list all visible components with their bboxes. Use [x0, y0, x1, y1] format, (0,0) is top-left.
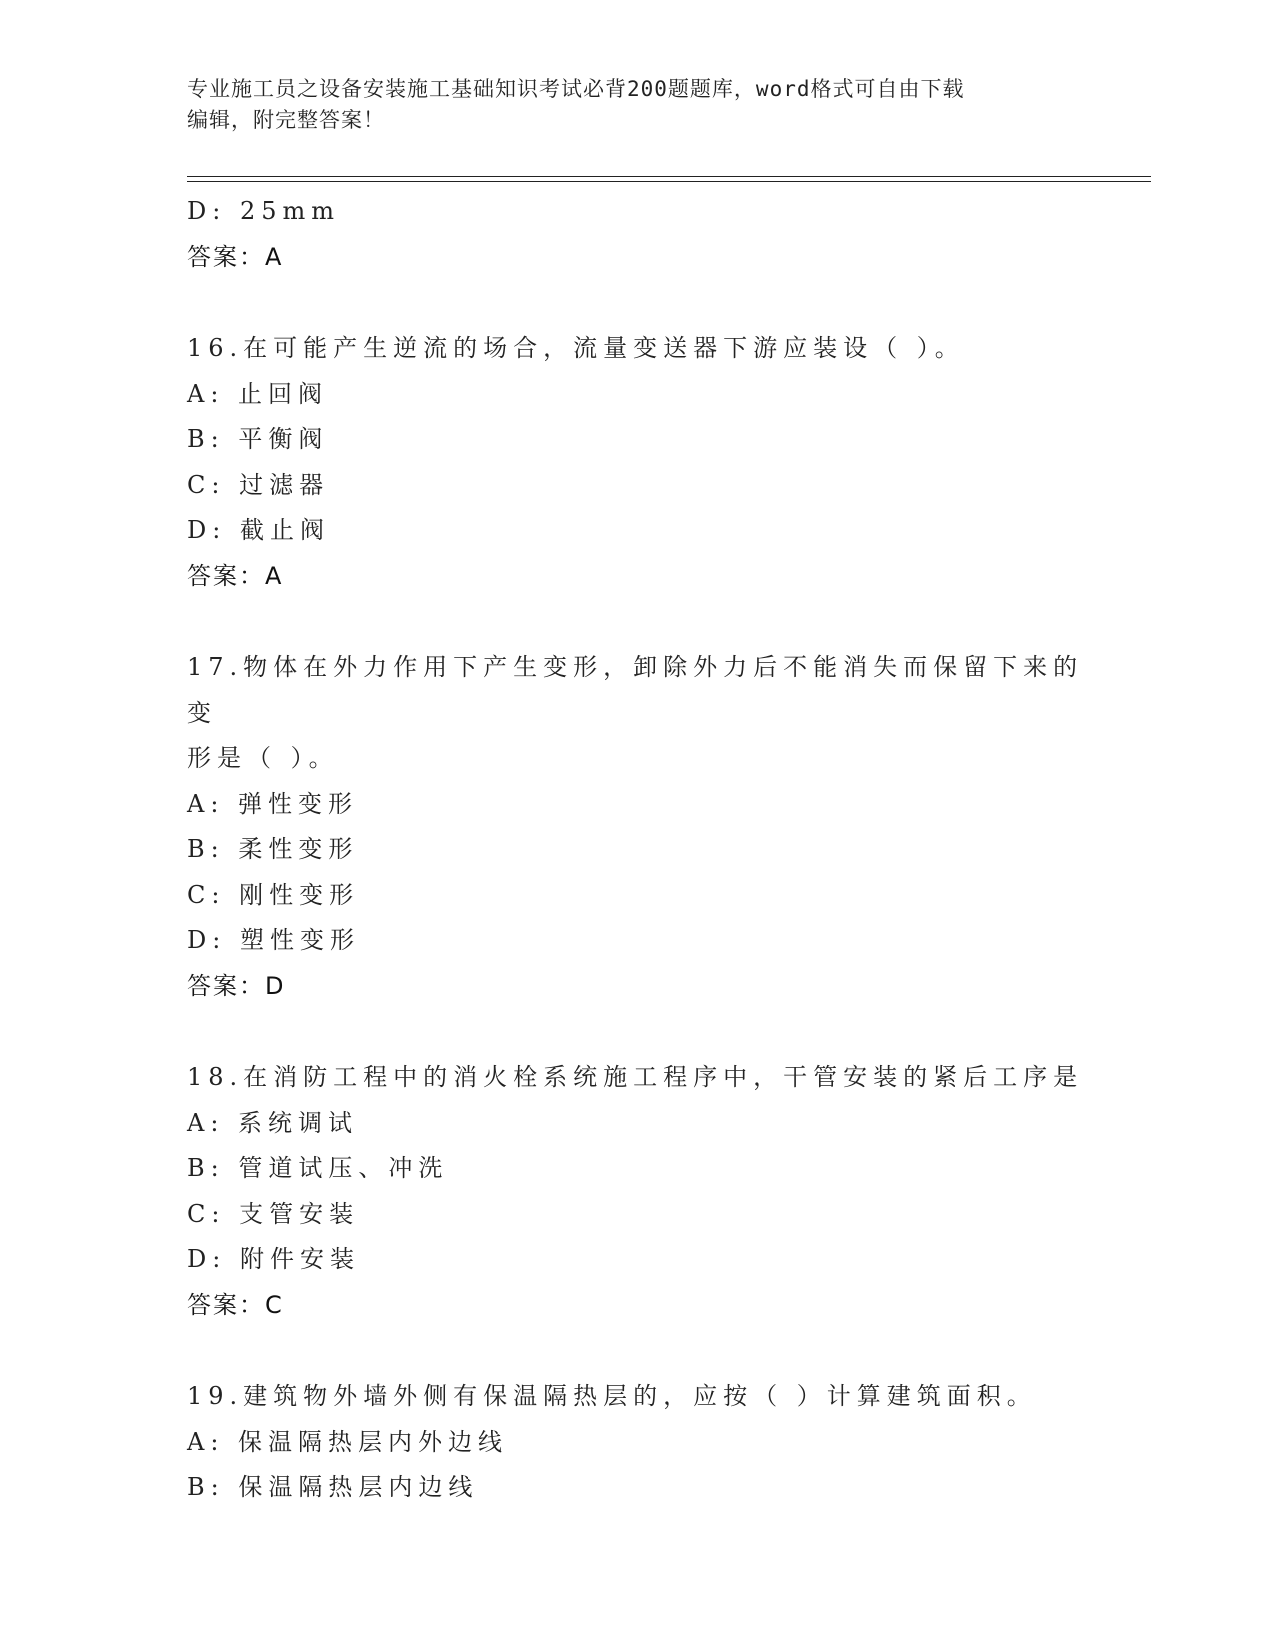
option-d: D: 截止阀 — [187, 516, 330, 544]
question-stem: 18.在消防工程中的消火栓系统施工程序中，干管安装的紧后工序是 — [187, 1063, 1084, 1091]
question-stem-line-1: 17.物体在外力作用下产生变形，卸除外力后不能消失而保留下来的变 — [187, 653, 1084, 727]
question-18 — [187, 1055, 1127, 1328]
option-d: D: 附件安装 — [187, 1245, 360, 1273]
answer: 答案：D — [187, 971, 286, 1000]
option-a: A: 弹性变形 — [187, 789, 359, 818]
option-b: B: 管道试压、冲洗 — [187, 1154, 449, 1182]
option-c: C: 刚性变形 — [187, 880, 360, 909]
question-15-tail — [187, 189, 1127, 280]
header-line-2: 编辑，附完整答案！ — [187, 108, 385, 132]
option-b: B: 柔性变形 — [187, 835, 359, 863]
question-17 — [187, 645, 1127, 1009]
option-c: C: 过滤器 — [187, 470, 330, 499]
question-stem-line-2: 形是（ ）。 — [187, 744, 339, 772]
question-19 — [187, 1374, 1127, 1511]
option-a: A: 保温隔热层内外边线 — [187, 1427, 509, 1456]
option-b: B: 平衡阀 — [187, 425, 329, 453]
question-list — [187, 189, 1127, 1511]
answer: 答案：C — [187, 1290, 284, 1319]
option-a: A: 系统调试 — [187, 1108, 359, 1137]
option-d: D: 25mm — [187, 197, 341, 225]
question-stem: 19.建筑物外墙外侧有保温隔热层的，应按（ ）计算建筑面积。 — [187, 1382, 1037, 1410]
header-divider-top — [187, 176, 1151, 177]
option-d: D: 塑性变形 — [187, 926, 360, 954]
header-line-1: 专业施工员之设备安装施工基础知识考试必背200题题库，word格式可自由下载 — [187, 77, 965, 101]
document-header — [187, 74, 1087, 136]
header-divider-bottom — [187, 181, 1151, 182]
option-a: A: 止回阀 — [187, 379, 329, 408]
option-b: B: 保温隔热层内边线 — [187, 1473, 479, 1501]
answer: 答案：A — [187, 242, 284, 271]
question-16 — [187, 326, 1127, 599]
option-c: C: 支管安装 — [187, 1199, 360, 1228]
answer: 答案：A — [187, 561, 284, 590]
question-stem: 16.在可能产生逆流的场合，流量变送器下游应装设（ ）。 — [187, 334, 965, 362]
